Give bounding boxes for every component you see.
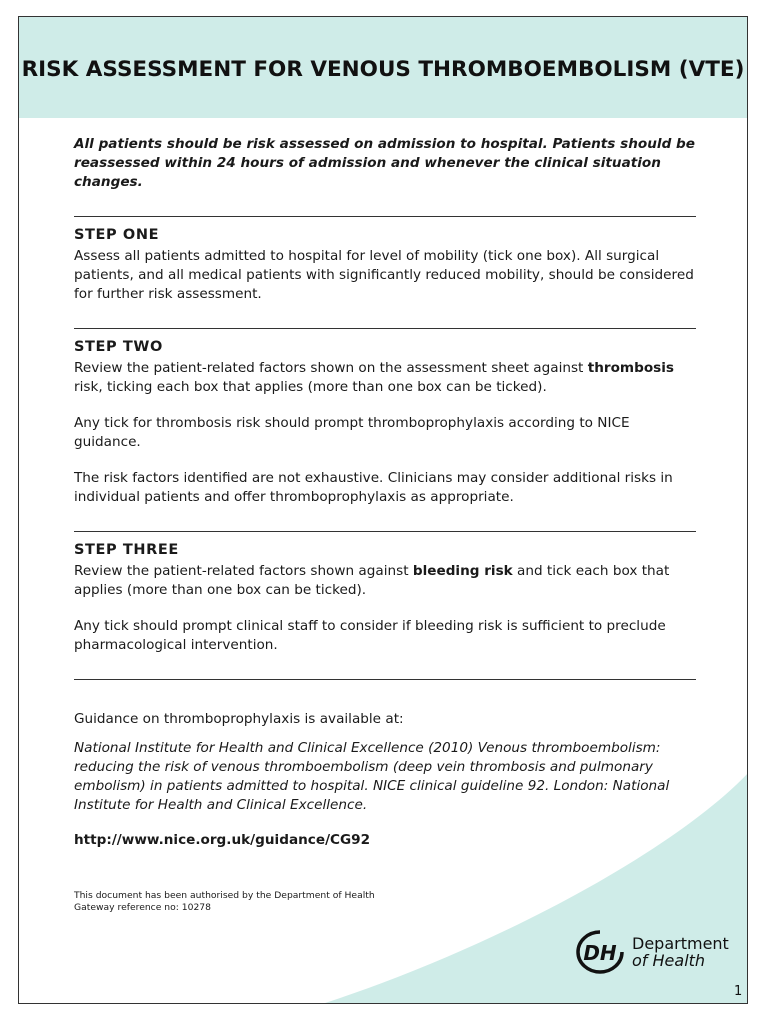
guidance-section bbox=[74, 680, 696, 914]
step-two-text-3: The risk factors identified are not exhaustive. Clinicians may consider additional risks in individual patients and offer thromboprophylaxis as appropriate. bbox=[74, 470, 673, 505]
department-of-health-logo bbox=[574, 929, 729, 975]
guidance-lead: Guidance on thromboprophylaxis is available at: bbox=[74, 711, 404, 727]
step-two-heading: STEP TWO bbox=[74, 339, 163, 355]
step-three-text-2: Any tick should prompt clinical staff to consider if bleeding risk is sufficient to preclude pharmacological intervention. bbox=[74, 618, 666, 653]
gateway-reference: Gateway reference no: 10278 bbox=[74, 902, 211, 913]
step-three-text-1-end: and tick each box that applies (more than one box can be ticked). bbox=[74, 563, 670, 598]
intro-text: All patients should be risk assessed on admission to hospital. Patients should be reassessed within 24 hours of admission and whenever the clinical situation changes. bbox=[74, 136, 695, 190]
bleeding-risk-emphasis: bleeding risk bbox=[412, 563, 513, 579]
dh-logo-mark: DH bbox=[583, 941, 617, 965]
page-title: RISK ASSESSMENT FOR VENOUS THROMBOEMBOLISM (VTE) bbox=[21, 57, 745, 82]
step-one-heading: STEP ONE bbox=[74, 227, 160, 243]
step-two-section bbox=[74, 329, 696, 531]
step-three-text-1 bbox=[74, 562, 696, 600]
step-three-section bbox=[74, 532, 696, 679]
step-two-text-2: Any tick for thrombosis risk should prompt thromboprophylaxis according to NICE guidance. bbox=[74, 415, 630, 450]
page-frame bbox=[18, 16, 748, 1004]
dh-logo-text bbox=[632, 935, 729, 969]
authorisation-note bbox=[74, 890, 696, 914]
dh-logo-icon bbox=[574, 929, 626, 975]
guidance-url-link[interactable]: http://www.nice.org.uk/guidance/CG92 bbox=[74, 832, 371, 848]
step-two-text-1-end: risk, ticking each box that applies (more than one box can be ticked). bbox=[74, 379, 547, 395]
dh-logo-line-1: Department bbox=[632, 934, 729, 953]
step-one-section bbox=[74, 217, 696, 328]
step-two-text-1-start: Review the patient-related factors shown on the assessment sheet against bbox=[74, 360, 588, 376]
step-three-heading: STEP THREE bbox=[74, 542, 179, 558]
page-number: 1 bbox=[734, 984, 743, 999]
thrombosis-emphasis: thrombosis bbox=[587, 360, 674, 376]
step-one-text: Assess all patients admitted to hospital for level of mobility (tick one box). All surgical patients, and all medical patients with significantly reduced mobility, should be considered for further risk assessment. bbox=[74, 248, 694, 302]
guidance-reference: National Institute for Health and Clinical Excellence (2010) Venous thromboembolism: reducing the risk of venous thromboembolism (deep vein thrombosis and pulmonary embolism) in patients admitted to hospital. NICE clinical guideline 92. London: National Institute for Health and Clinical Excellence. bbox=[74, 740, 670, 813]
authorisation-line: This document has been authorised by the Department of Health bbox=[74, 890, 375, 901]
dh-logo-line-2: of Health bbox=[632, 951, 706, 970]
document-body bbox=[74, 135, 696, 914]
step-three-text-1-start: Review the patient-related factors shown against bbox=[74, 563, 413, 579]
step-two-text-1 bbox=[74, 359, 696, 397]
